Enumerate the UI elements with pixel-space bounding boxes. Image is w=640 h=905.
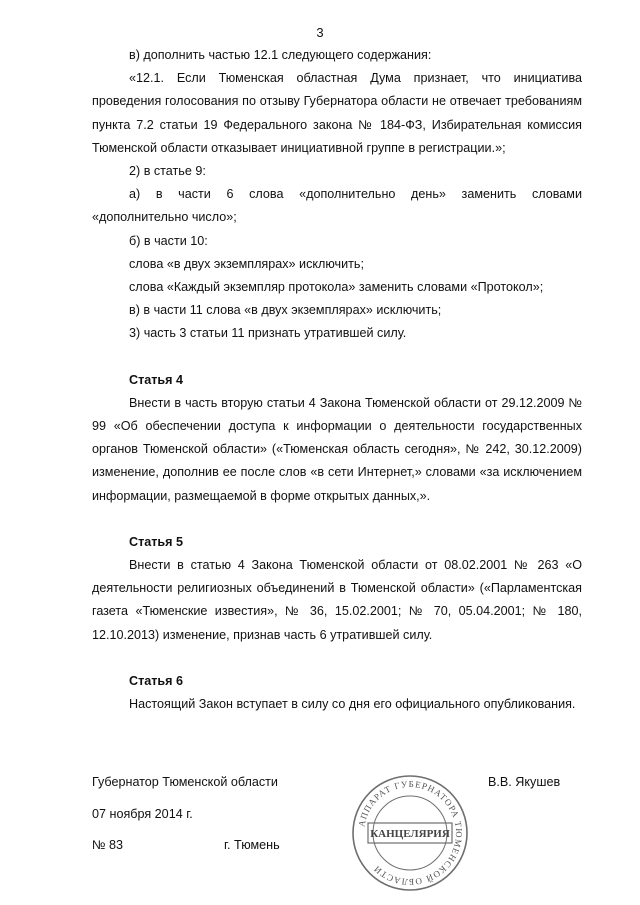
seal-center-text: КАНЦЕЛЯРИЯ bbox=[370, 828, 450, 840]
law-number: № 83 bbox=[92, 838, 124, 852]
article-text: Внести в статью 4 Закона Тюменской области от 08.02.2001 № 263 «О деятельности религиозных объединений в Тюменской области» («Парламентская газета «Тюменские известия», № 36, 15.02.2001; № 70, 05.04.2001; № 180, 12.10.2013) изменение, признав часть 6 утратившей силу. bbox=[92, 558, 582, 642]
paragraph: «12.1. Если Тюменская областная Дума признает, что инициатива проведения голосования по отзыву Губернатора области не отвечает требованиям пункта 7.2 статьи 19 Федерального закона № 184-ФЗ, Избирательная комиссия Тюменской области отказывает инициативной группе в регистрации.»; bbox=[92, 71, 582, 155]
office-seal-stamp bbox=[345, 773, 475, 893]
signing-city: г. Тюмень bbox=[224, 838, 280, 852]
paragraph: слова «Каждый экземпляр протокола» заменить словами «Протокол»; bbox=[129, 280, 544, 295]
paragraph: 3) часть 3 статьи 11 признать утратившей силу. bbox=[129, 326, 407, 341]
paragraph: в) в части 11 слова «в двух экземплярах» исключить; bbox=[129, 303, 442, 318]
paragraph: б) в части 10: bbox=[129, 233, 208, 248]
paragraph: 2) в статье 9: bbox=[129, 164, 206, 179]
signing-date: 07 ноября 2014 г. bbox=[92, 807, 193, 821]
governor-name: В.В. Якушев bbox=[488, 775, 561, 789]
paragraph: слова «в двух экземплярах» исключить; bbox=[129, 256, 364, 271]
article-text: Настоящий Закон вступает в силу со дня его официального опубликования. bbox=[129, 697, 576, 712]
seal-outer-text: АППАРАТ ГУБЕРНАТОРА ТЮМЕНСКОЙ ОБЛАСТИ bbox=[356, 778, 465, 888]
article-heading: Статья 5 bbox=[129, 534, 184, 549]
article-text: Внести в часть вторую статьи 4 Закона Тюменской области от 29.12.2009 № 99 «Об обеспечении доступа к информации о деятельности государственных органов Тюменской области» («Тюменская область сегодня», № 242, 30.12.2009) изменение, дополнив ее после слов «в сети Интернет,» словами «за исключением информации, размещаемой в форме открытых данных,». bbox=[92, 395, 582, 503]
document-body bbox=[92, 44, 582, 716]
paragraph: в) дополнить частью 12.1 следующего содержания: bbox=[129, 48, 432, 62]
article-heading: Статья 4 bbox=[129, 372, 184, 387]
page-number: 3 bbox=[316, 25, 324, 40]
article-heading: Статья 6 bbox=[129, 673, 184, 688]
governor-position: Губернатор Тюменской области bbox=[92, 775, 278, 789]
paragraph: а) в части 6 слова «дополнительно день» заменить словами «дополнительно число»; bbox=[92, 187, 582, 225]
